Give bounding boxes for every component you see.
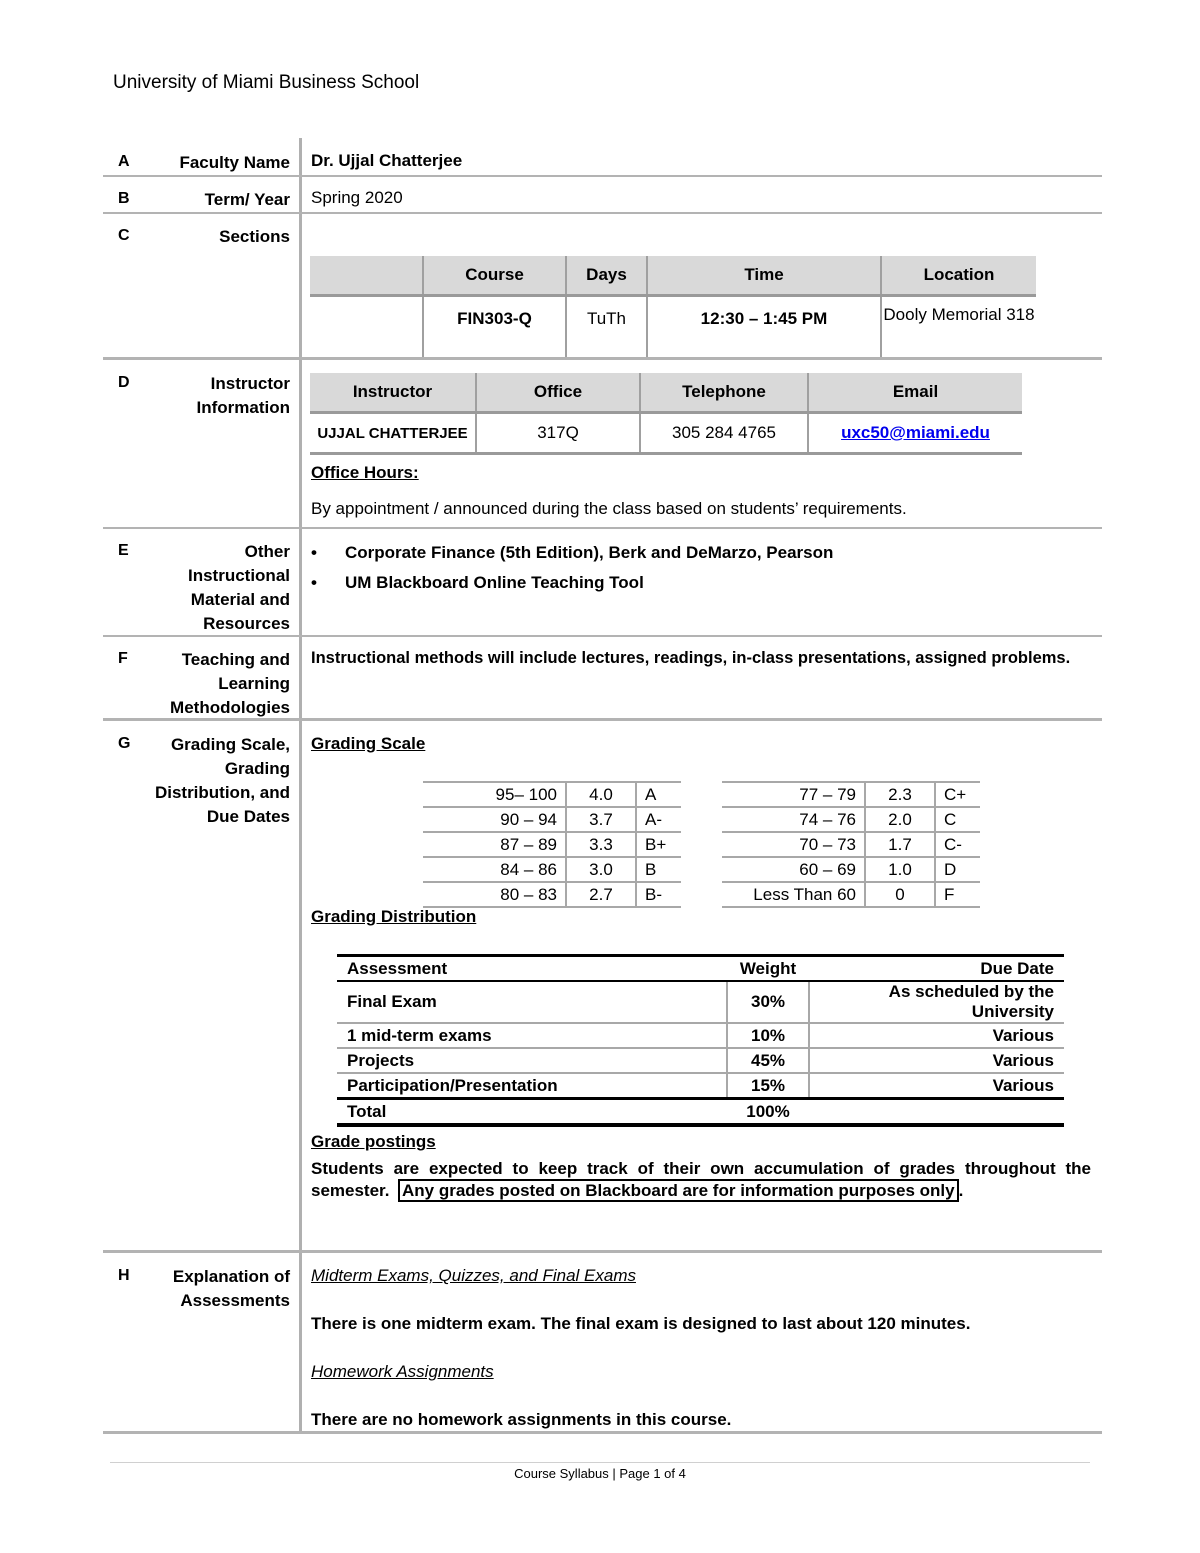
instructor-office: 317Q — [476, 413, 640, 454]
list-item — [311, 543, 833, 573]
row-label-methodologies: Teaching and Learning Methodologies — [170, 650, 290, 717]
sections-header-blank — [310, 256, 423, 296]
page-header: University of Miami Business School — [113, 72, 420, 93]
table-row — [337, 956, 1064, 982]
scale-grade: C- — [935, 832, 980, 857]
materials-list — [311, 543, 833, 603]
grade-postings-end: . — [958, 1181, 964, 1200]
instructor-email-cell — [808, 413, 1022, 454]
sections-location: Dooly Memorial 318 — [881, 296, 1036, 361]
row-divider — [103, 212, 1102, 214]
scale-grade: A- — [636, 807, 681, 832]
row-letter-e: E — [118, 542, 129, 559]
grade-postings-body: Students are expected to keep track of their own accumulation of grades throughout the — [311, 1159, 1091, 1178]
row-divider — [103, 357, 1102, 360]
gd-weight: 15% — [727, 1073, 809, 1099]
row-divider — [103, 175, 1102, 177]
row-divider — [103, 635, 1102, 637]
table-row — [722, 857, 980, 882]
scale-grade: C+ — [935, 782, 980, 807]
scale-grade: A — [636, 782, 681, 807]
grading-scale-title: Grading Scale — [311, 734, 426, 753]
table-row — [423, 832, 681, 857]
scale-points: 0 — [865, 882, 935, 907]
sections-table — [310, 256, 1036, 360]
grade-postings-notice — [398, 1181, 963, 1201]
grading-distribution-table — [337, 954, 1064, 1127]
table-row — [337, 1099, 1064, 1126]
gd-header-assessment: Assessment — [337, 956, 727, 982]
row-letter-d: D — [118, 374, 130, 391]
table-row — [423, 857, 681, 882]
sections-cell-blank — [310, 296, 423, 361]
gd-weight: 30% — [727, 981, 809, 1023]
table-row — [423, 882, 681, 907]
scale-points: 2.3 — [865, 782, 935, 807]
row-label-grading: Grading Scale, Grading Distribution, and Due Dates — [154, 735, 290, 826]
scale-points: 3.0 — [566, 857, 636, 882]
instructor-header-name: Instructor — [310, 373, 476, 413]
scale-points: 1.0 — [865, 857, 935, 882]
scale-range: 74 – 76 — [722, 807, 865, 832]
gd-assessment: Final Exam — [337, 981, 727, 1023]
row-divider — [103, 1250, 1102, 1253]
instructor-name: UJJAL CHATTERJEE — [310, 413, 476, 454]
scale-range: 90 – 94 — [423, 807, 566, 832]
office-hours-title: Office Hours: — [311, 463, 419, 482]
row-divider — [103, 718, 1102, 721]
table-row — [337, 1048, 1064, 1073]
gd-assessment: 1 mid-term exams — [337, 1023, 727, 1048]
gd-header-weight: Weight — [727, 956, 809, 982]
grade-postings-semester: semester. — [311, 1181, 390, 1200]
scale-points: 4.0 — [566, 782, 636, 807]
instructor-telephone: 305 284 4765 — [640, 413, 808, 454]
table-row — [722, 832, 980, 857]
row-label-term-year: Term/ Year — [204, 190, 290, 209]
table-row — [337, 1023, 1064, 1048]
scale-points: 2.0 — [865, 807, 935, 832]
methods-text: Instructional methods will include lectures, readings, in-class presentations, assigned problems. — [311, 649, 1071, 667]
grading-scale-right — [722, 781, 980, 908]
grade-postings-text — [311, 1156, 1091, 1181]
faculty-name: Dr. Ujjal Chatterjee — [311, 151, 463, 170]
blackboard-notice-box: Any grades posted on Blackboard are for information purposes only — [398, 1179, 959, 1202]
material-textbook: Corporate Finance (5th Edition), Berk and DeMarzo, Pearson — [345, 543, 834, 562]
scale-range: Less Than 60 — [722, 882, 865, 907]
scale-points: 2.7 — [566, 882, 636, 907]
exams-text: There is one midterm exam. The final exam is designed to last about 120 minutes. — [311, 1314, 971, 1333]
bullet-icon: • — [311, 543, 317, 562]
gd-due-date: Various — [809, 1023, 1064, 1048]
row-letter-b: B — [118, 190, 130, 207]
row-label-faculty-name: Faculty Name — [179, 153, 290, 172]
table-row — [722, 882, 980, 907]
scale-grade: B- — [636, 882, 681, 907]
table-row — [337, 981, 1064, 1023]
scale-grade: F — [935, 882, 980, 907]
sections-course: FIN303-Q — [423, 296, 566, 361]
row-label-sections: Sections — [219, 227, 290, 246]
sections-header-course: Course — [423, 256, 566, 296]
scale-range: 87 – 89 — [423, 832, 566, 857]
gd-due-date: Various — [809, 1048, 1064, 1073]
scale-range: 80 – 83 — [423, 882, 566, 907]
gd-header-due-date: Due Date — [809, 956, 1064, 982]
scale-points: 3.7 — [566, 807, 636, 832]
row-letter-a: A — [118, 153, 130, 170]
column-divider — [299, 138, 302, 1434]
scale-range: 84 – 86 — [423, 857, 566, 882]
table-row — [423, 782, 681, 807]
scale-grade: B+ — [636, 832, 681, 857]
scale-range: 60 – 69 — [722, 857, 865, 882]
gd-total-due — [809, 1099, 1064, 1126]
scale-grade: C — [935, 807, 980, 832]
term-year: Spring 2020 — [311, 188, 403, 207]
gd-assessment: Participation/Presentation — [337, 1073, 727, 1099]
homework-text: There are no homework assignments in this course. — [311, 1410, 732, 1429]
instructor-header-email: Email — [808, 373, 1022, 413]
scale-range: 70 – 73 — [722, 832, 865, 857]
row-label-assessments: Explanation of Assessments — [172, 1267, 290, 1310]
sections-days: TuTh — [566, 296, 647, 361]
grade-postings-title: Grade postings — [311, 1132, 436, 1151]
material-blackboard: UM Blackboard Online Teaching Tool — [345, 573, 644, 592]
scale-grade: B — [636, 857, 681, 882]
sections-time: 12:30 – 1:45 PM — [647, 296, 881, 361]
table-row — [722, 807, 980, 832]
table-row — [423, 807, 681, 832]
gd-due-date: As scheduled by the University — [809, 981, 1064, 1023]
exams-title: Midterm Exams, Quizzes, and Final Exams — [311, 1266, 636, 1285]
gd-due-date: Various — [809, 1073, 1064, 1099]
list-item — [311, 573, 833, 603]
instructor-email-link[interactable]: uxc50@miami.edu — [841, 423, 990, 442]
gd-total-label: Total — [337, 1099, 727, 1126]
gd-assessment: Projects — [337, 1048, 727, 1073]
grading-distribution-title: Grading Distribution — [311, 907, 477, 926]
gd-total-weight: 100% — [727, 1099, 809, 1126]
table-row — [337, 1073, 1064, 1099]
scale-range: 95– 100 — [423, 782, 566, 807]
row-divider — [103, 527, 1102, 529]
scale-range: 77 – 79 — [722, 782, 865, 807]
scale-points: 3.3 — [566, 832, 636, 857]
sections-header-time: Time — [647, 256, 881, 296]
gd-weight: 10% — [727, 1023, 809, 1048]
sections-header-days: Days — [566, 256, 647, 296]
page-footer: Course Syllabus | Page 1 of 4 — [514, 1466, 686, 1481]
row-label-instructor-info: Instructor Information — [196, 374, 290, 417]
instructor-header-office: Office — [476, 373, 640, 413]
sections-header-location: Location — [881, 256, 1036, 296]
gd-weight: 45% — [727, 1048, 809, 1073]
table-row — [722, 782, 980, 807]
instructor-table — [310, 373, 1022, 455]
row-label-materials: Other Instructional Material and Resources — [187, 542, 290, 633]
row-letter-h: H — [118, 1267, 130, 1284]
bullet-icon: • — [311, 573, 317, 592]
scale-points: 1.7 — [865, 832, 935, 857]
row-letter-c: C — [118, 227, 130, 244]
row-letter-g: G — [118, 735, 131, 752]
homework-title: Homework Assignments — [311, 1362, 494, 1381]
row-divider — [103, 1431, 1102, 1434]
office-hours-text: By appointment / announced during the class based on students’ requirements. — [311, 499, 907, 518]
scale-grade: D — [935, 857, 980, 882]
instructor-header-telephone: Telephone — [640, 373, 808, 413]
footer-divider — [110, 1462, 1090, 1463]
row-letter-f: F — [118, 650, 128, 667]
grading-scale-left — [423, 781, 681, 908]
